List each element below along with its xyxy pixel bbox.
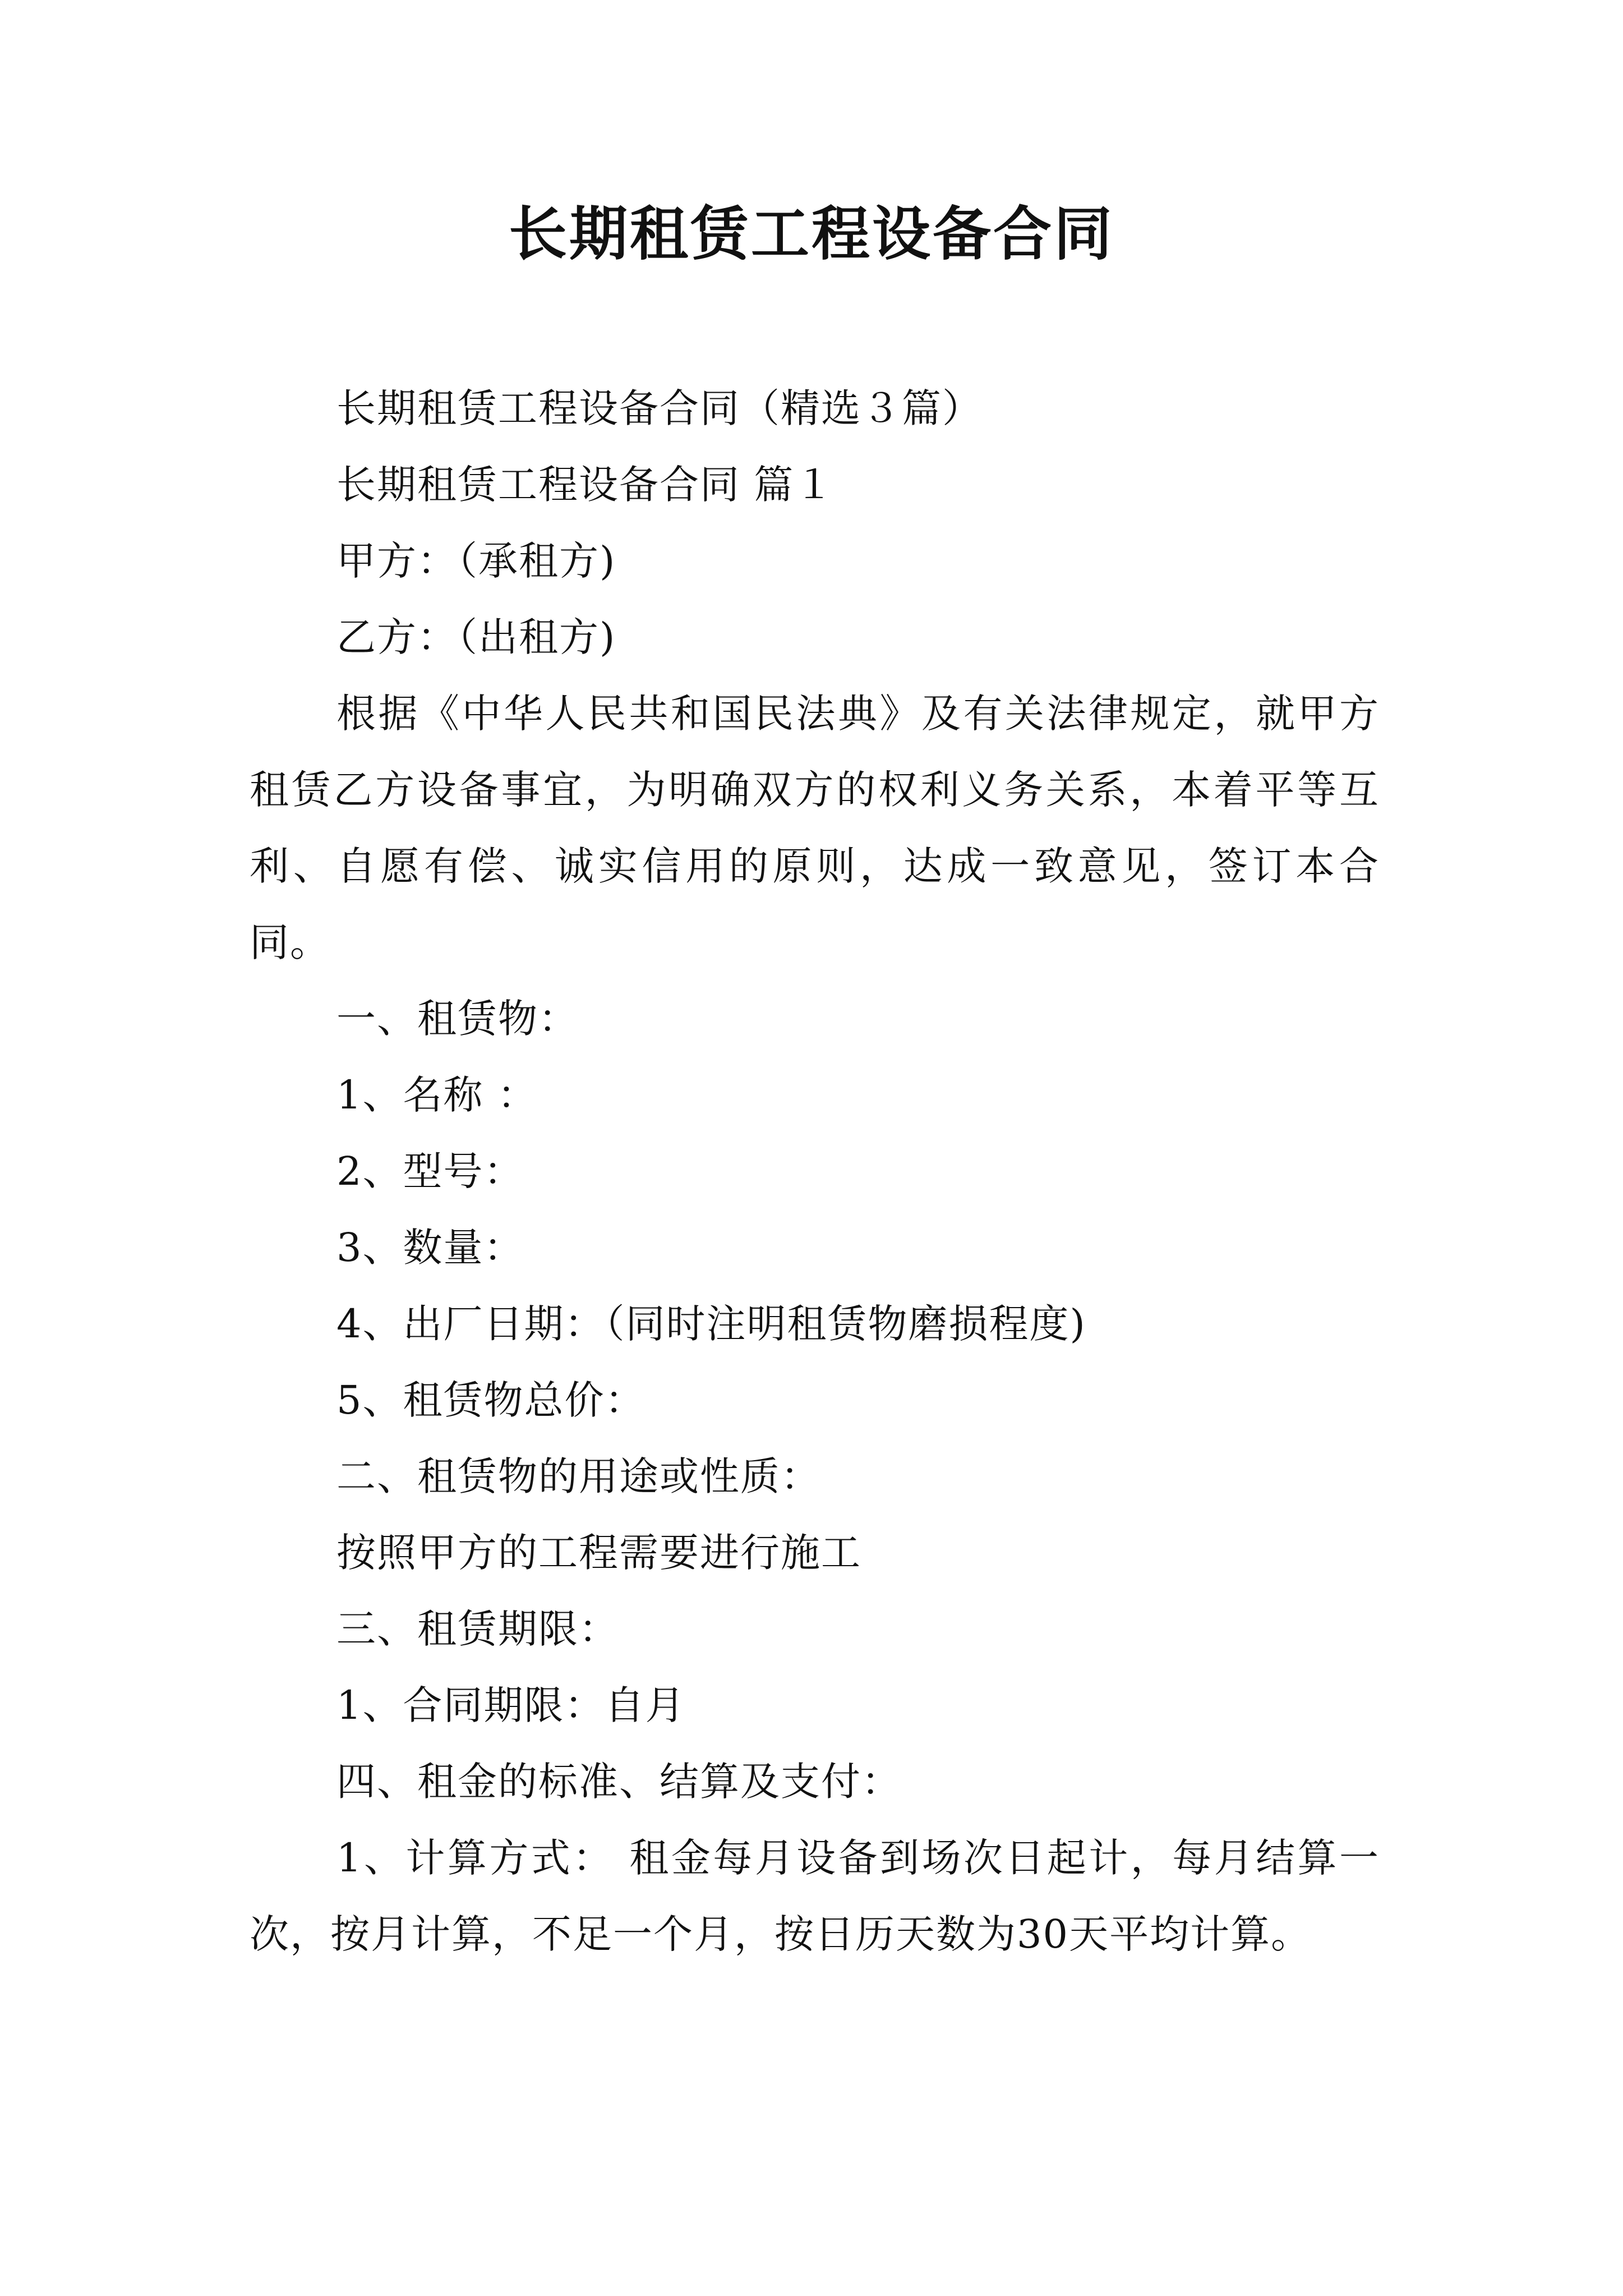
clause-heading-term: 三、租赁期限： <box>336 1606 619 1652</box>
clause-heading-rent: 四、租金的标准、结算及支付： <box>336 1759 902 1805</box>
item-quantity-line: 3、数量： <box>336 1225 524 1271</box>
item-total-price-line: 5、租赁物总价： <box>336 1377 645 1423</box>
item-manufacture-date-line: 4、出厂日期：（同时注明租赁物磨损程度) <box>336 1301 1086 1347</box>
party-b-line: 乙方：（出租方) <box>336 614 616 660</box>
clause-heading-lease-item: 一、租赁物： <box>336 996 579 1042</box>
item-name-line: 1、名称 ： <box>336 1072 538 1118</box>
document-body <box>250 370 1380 1972</box>
subtitle-selection: 长期租赁工程设备合同（精选３篇） <box>336 385 983 431</box>
section-heading-part-1: 长期租赁工程设备合同 篇１ <box>336 462 835 508</box>
rent-calculation-paragraph: 1、计算方式： 租金每月设备到场次日起计，每月结算一次，按月计算，不足一个月，按日历天数为30天平均计算。 <box>250 1835 1380 1957</box>
party-a-line: 甲方：（承租方) <box>336 538 616 584</box>
usage-description: 按照甲方的工程需要进行施工 <box>336 1530 861 1576</box>
item-model-line: 2、型号： <box>336 1148 524 1194</box>
preamble-paragraph: 根据《中华人民共和国民法典》及有关法律规定，就甲方租赁乙方设备事宜，为明确双方的权利义务关系，本着平等互利、自愿有偿、诚实信用的原则，达成一致意见，签订本合同。 <box>250 691 1380 965</box>
clause-heading-usage: 二、租赁物的用途或性质： <box>336 1453 821 1499</box>
document-title: 长期租赁工程设备合同 <box>508 199 1114 268</box>
term-contract-period: 1、合同期限：自月 <box>336 1682 686 1728</box>
